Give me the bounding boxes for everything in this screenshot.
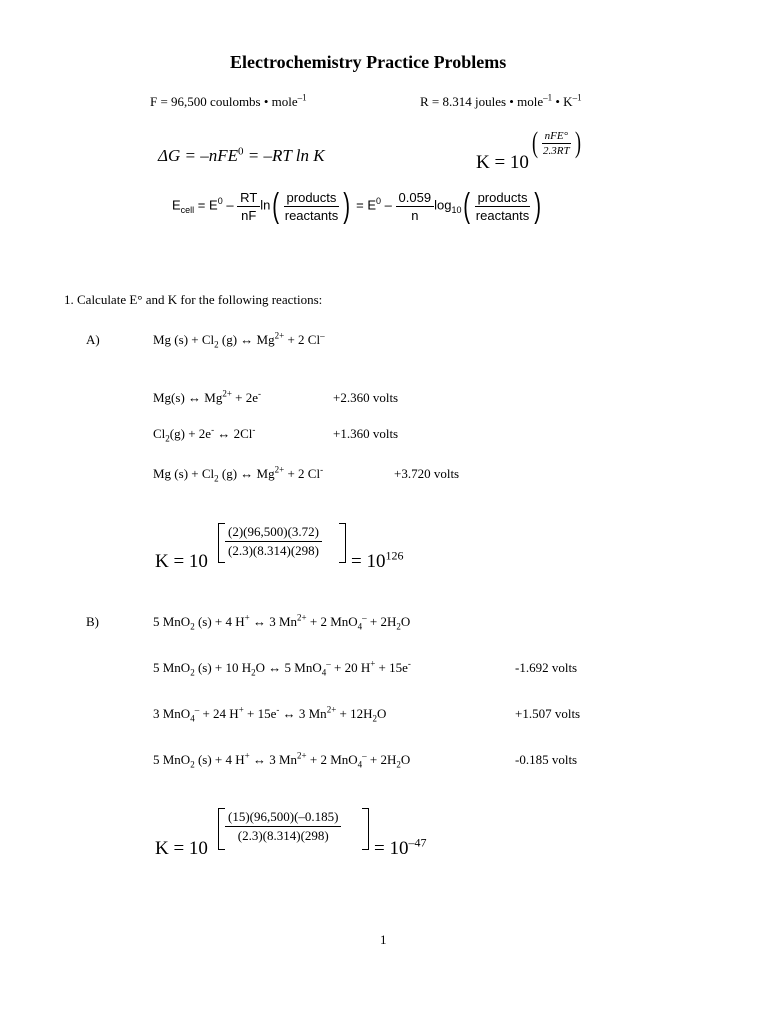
part-b-half-2-voltage: +1.507 volts [515, 706, 581, 721]
part-b-reaction: 5 MnO$_2$ (s) + 4 H+ ↔ 3 $Mn^{2+} + 2$ $MnO_4^- + 2H_2O$ [153, 612, 411, 632]
part-a-half-reaction-2: $Cl_2(g) + 2e^-$ ↔ 2Cl- [153, 424, 256, 444]
part-b-overall-voltage: -0.185 volts [515, 752, 578, 767]
part-b-k-result: = $10^{-47}$ [374, 835, 427, 859]
part-b-k-lhs: K = 10 [155, 838, 208, 859]
page-title: Electrochemistry Practice Problems [230, 52, 507, 72]
equilibrium-formula: K = 10 [476, 152, 529, 173]
faraday-constant: F = 96,500 coulombs • mole$^{-1}$ [150, 92, 307, 109]
gas-constant: R = 8.314 joules • mole$^{-1}$ • $K^{-1}$ [420, 92, 582, 109]
delta-g-formula: ΔG = –nFE$^0$ = –RT ln K [158, 145, 325, 165]
part-b-half-reaction-1: 5 MnO$_2$ (s) + 10 $H_2O$ ↔ 5 MnO$_4$– + 20 H+ + 15e- [153, 658, 411, 678]
part-a-k-result: = $10^{126}$ [351, 548, 404, 572]
part-a-k-lhs: K = 10 [155, 551, 208, 572]
part-b-half-reaction-2: 3 MnO$_4$– + 24 H+ + 15e- ↔ 3 $Mn^{2+} + 12H_2O$ [153, 704, 387, 724]
part-b-overall-reaction: 5 MnO$_2$ (s) + 4 H+ ↔ 3 $Mn^{2+} + 2$ $MnO_4^- + 2H_2O$ [153, 750, 411, 770]
part-a-label: A) [86, 332, 100, 347]
part-a-overall-voltage: +3.720 volts [394, 466, 460, 481]
nernst-equation: $E_{cell} = E^0$ – $\frac{RT}{nF}$ ln( $\frac{\text{products}}{\text{reactants}}$ ) = $E^0$ – $\frac{0.059}{n}$ $\log_{10}$( $\frac{\text{products}}{\text{reactants}}$ ) [172, 187, 542, 225]
part-a-half-1-voltage: +2.360 volts [333, 390, 399, 405]
part-a-right-bracket [339, 523, 346, 563]
part-a-k-fraction: $\frac{(2)(96,500)(3.72)}{(2.3)(8.314)(298)}$ [225, 524, 322, 559]
part-a-half-2-voltage: +1.360 volts [333, 426, 399, 441]
part-a-half-reaction-1: Mg(s) ↔ $Mg^{2+} + 2e^-$ [153, 388, 262, 405]
part-b-k-fraction: $\frac{(15)(96,500)(-0.185)}{(2.3)(8.314)(298)}$ [225, 809, 341, 844]
problem-1-label: 1. Calculate E° and K for the following reactions: [64, 292, 323, 307]
part-a-reaction: Mg $(s) + Cl_2$ (g) ↔ $Mg^{2+} + 2$ Cl– [153, 330, 325, 350]
part-a-overall-reaction: Mg $(s) + Cl_2$ (g) ↔ $Mg^{2+} + 2$ Cl- [153, 464, 324, 484]
part-b-left-bracket [218, 808, 225, 850]
part-a-left-bracket [218, 523, 225, 563]
page-number: 1 [380, 932, 387, 947]
part-b-half-1-voltage: -1.692 volts [515, 660, 578, 675]
part-b-right-bracket [362, 808, 369, 850]
part-b-label: B) [86, 614, 99, 629]
equilibrium-exponent: ( $\frac{\text{nFE°}}{2.3RT}$ ) [532, 126, 581, 159]
